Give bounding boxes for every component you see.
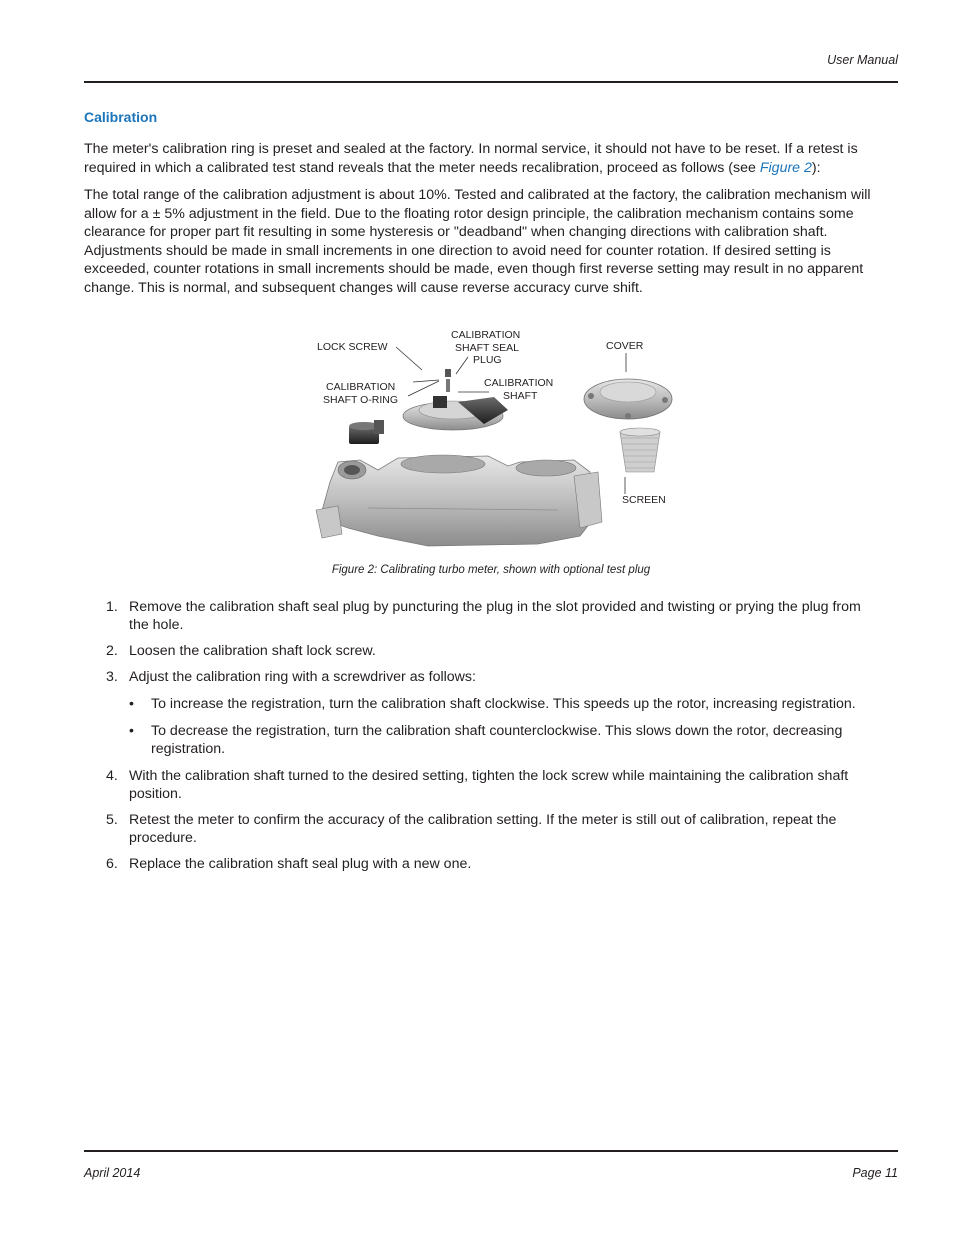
label-screen: SCREEN bbox=[622, 494, 666, 506]
footer-rule bbox=[84, 1150, 898, 1152]
footer-date: April 2014 bbox=[84, 1166, 141, 1180]
meter-exploded-illustration bbox=[308, 322, 682, 558]
step-item bbox=[84, 598, 884, 634]
step-item bbox=[84, 642, 884, 660]
procedure-steps bbox=[84, 598, 884, 881]
screen-part bbox=[620, 428, 660, 472]
sub-item bbox=[129, 722, 884, 758]
step-number: 2. bbox=[106, 643, 118, 659]
step-number: 5. bbox=[106, 812, 118, 828]
running-header: User Manual bbox=[827, 53, 898, 67]
step-item bbox=[84, 811, 884, 847]
step-text: Remove the calibration shaft seal plug by puncturing the plug in the slot provided and twisting or prying the plug from the hole. bbox=[129, 599, 861, 633]
calibration-figure bbox=[308, 322, 682, 558]
section-title: Calibration bbox=[84, 109, 158, 125]
label-lock-screw: LOCK SCREW bbox=[317, 341, 388, 353]
bullet: • bbox=[129, 696, 134, 712]
step-text: Replace the calibration shaft seal plug with a new one. bbox=[129, 856, 472, 872]
meter-body bbox=[316, 455, 602, 546]
step-text: Adjust the calibration ring with a screwdriver as follows: bbox=[129, 669, 476, 685]
calibration-ring-assembly bbox=[403, 396, 508, 430]
intro-text-end: ): bbox=[811, 159, 821, 176]
step-text: With the calibration shaft turned to the desired setting, tighten the lock screw while maintaining the calibration shaft position. bbox=[129, 768, 849, 802]
step-number: 4. bbox=[106, 768, 118, 784]
header-rule bbox=[84, 81, 898, 83]
cover-part bbox=[584, 379, 672, 419]
label-oring-2: SHAFT O-RING bbox=[323, 394, 399, 406]
figure-2-link[interactable]: Figure 2 bbox=[759, 159, 812, 176]
step-number: 6. bbox=[106, 856, 118, 872]
label-cover: COVER bbox=[606, 340, 644, 352]
label-shaft-2: SHAFT bbox=[503, 390, 538, 402]
step-number: 3. bbox=[106, 669, 118, 685]
step-item bbox=[84, 855, 884, 873]
label-shaft-1: CALIBRATION bbox=[484, 377, 554, 389]
label-oring-1: CALIBRATION bbox=[326, 381, 396, 393]
seal-plug-part bbox=[445, 369, 451, 377]
label-seal-plug-1: CALIBRATION bbox=[451, 329, 521, 341]
step-item bbox=[84, 668, 884, 758]
range-paragraph: The total range of the calibration adjustment is about 10%. Tested and calibrated at the factory, the calibration mechanism will allow for a ± 5% adjustment in the field. Due to the floating rotor design principle, the calibration mechanism contains some clearance for proper part fit resulting in some hysteresis or "deadband" when changing directions with calibration shaft. Adjustments should be made in small increments in one direction to avoid need for counter rotation. If desired setting is exceeded, counter rotations in small increments should be made, even though first reverse setting may result in no apparent change. This is normal, and subsequent changes will cause reverse accuracy curve shift. bbox=[84, 187, 871, 296]
sub-item-text: To decrease the registration, turn the calibration shaft counterclockwise. This slows down the rotor, decreasing registration. bbox=[151, 723, 843, 757]
intro-text: The meter's calibration ring is preset and sealed at the factory. In normal service, it should not have to be reset. If a retest is required in which a calibrated test stand reveals that the meter needs recalibration, proceed as follows (see bbox=[84, 141, 858, 176]
test-plug-part bbox=[349, 420, 384, 444]
footer-page-number: Page 11 bbox=[852, 1166, 898, 1180]
label-seal-plug-2: SHAFT SEAL bbox=[455, 342, 519, 354]
step-number: 1. bbox=[106, 599, 118, 615]
step-text: Loosen the calibration shaft lock screw. bbox=[129, 643, 376, 659]
sub-item bbox=[129, 695, 884, 713]
intro-paragraph bbox=[84, 140, 899, 177]
step-item bbox=[84, 767, 884, 803]
step-sub-list bbox=[129, 695, 884, 758]
sub-item-text: To increase the registration, turn the calibration shaft clockwise. This speeds up the rotor, increasing registration. bbox=[151, 696, 856, 712]
lock-screw-part bbox=[446, 379, 450, 392]
figure-caption: Figure 2: Calibrating turbo meter, shown with optional test plug bbox=[331, 564, 651, 576]
label-seal-plug-3: PLUG bbox=[473, 354, 502, 366]
bullet: • bbox=[129, 723, 134, 739]
step-text: Retest the meter to confirm the accuracy of the calibration setting. If the meter is still out of calibration, repeat the procedure. bbox=[129, 812, 837, 846]
